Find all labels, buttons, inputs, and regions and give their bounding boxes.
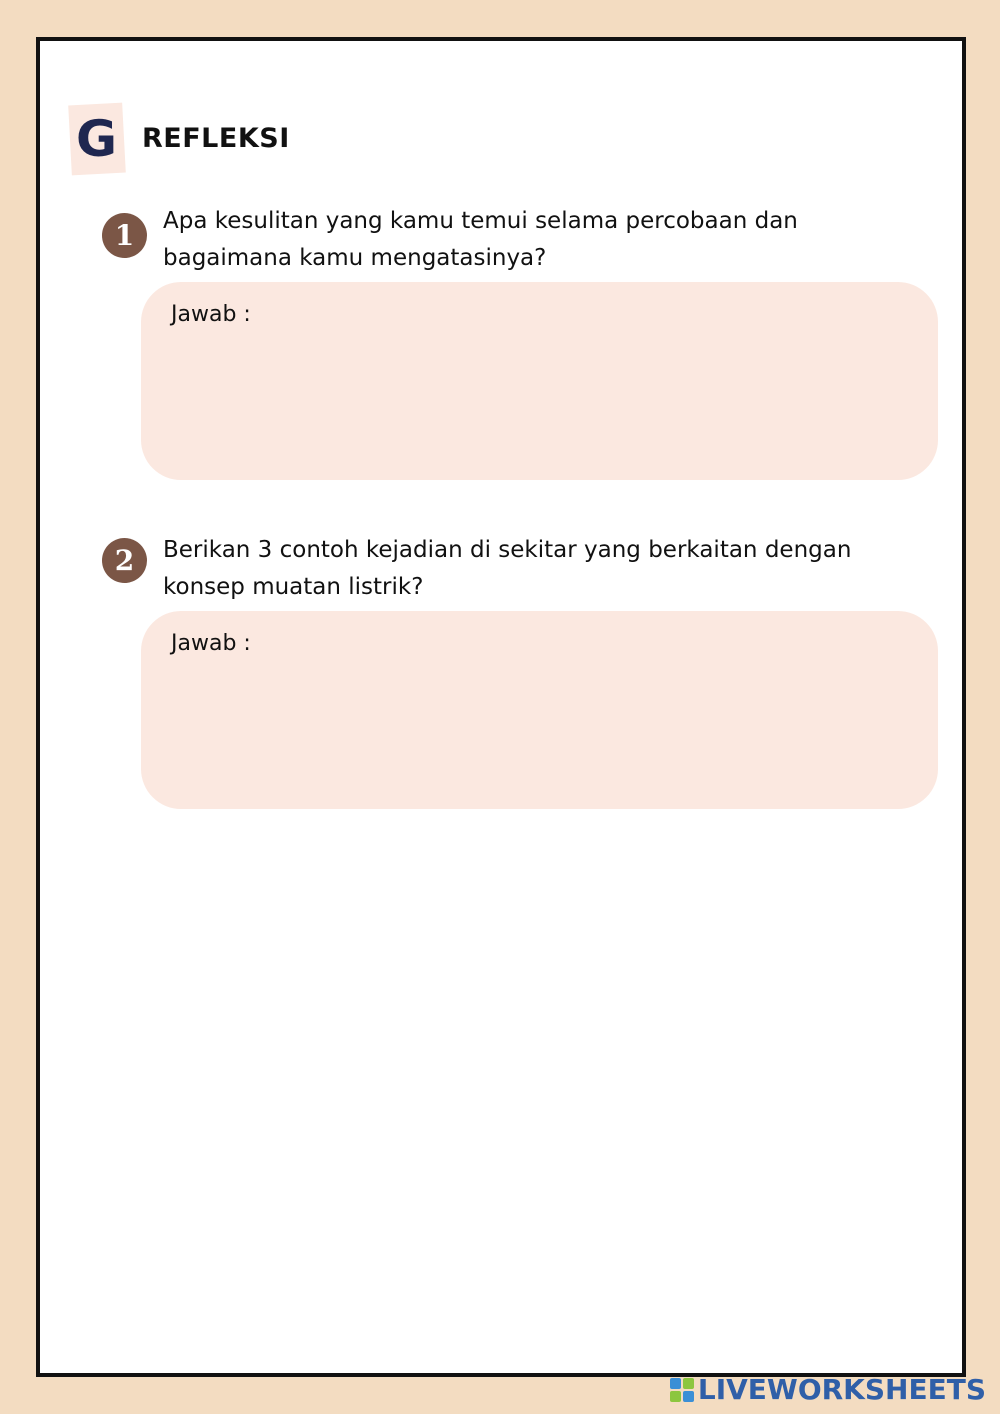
worksheet-page <box>36 37 966 1377</box>
section-letter-badge <box>68 103 126 176</box>
question-number-1: 1 <box>114 218 135 252</box>
liveworksheets-logo-icon <box>670 1378 694 1402</box>
answer-box-2[interactable] <box>141 611 938 809</box>
question-text-2: Berikan 3 contoh kejadian di sekitar yang berkaitan dengan konsep muatan listrik? <box>163 537 852 600</box>
liveworksheets-watermark <box>670 1373 986 1406</box>
answer-box-1[interactable] <box>141 282 938 480</box>
section-title: REFLEKSI <box>142 123 290 154</box>
watermark-text: LIVEWORKSHEETS <box>697 1373 986 1406</box>
question-text-1: Apa kesulitan yang kamu temui selama percobaan dan bagaimana kamu mengatasinya? <box>163 208 798 271</box>
question-number-badge-2 <box>102 538 147 583</box>
answer-label-2: Jawab : <box>171 631 251 656</box>
question-number-2: 2 <box>114 543 135 577</box>
question-number-badge-1 <box>102 213 147 258</box>
answer-label-1: Jawab : <box>171 302 251 327</box>
section-letter: G <box>76 110 118 169</box>
